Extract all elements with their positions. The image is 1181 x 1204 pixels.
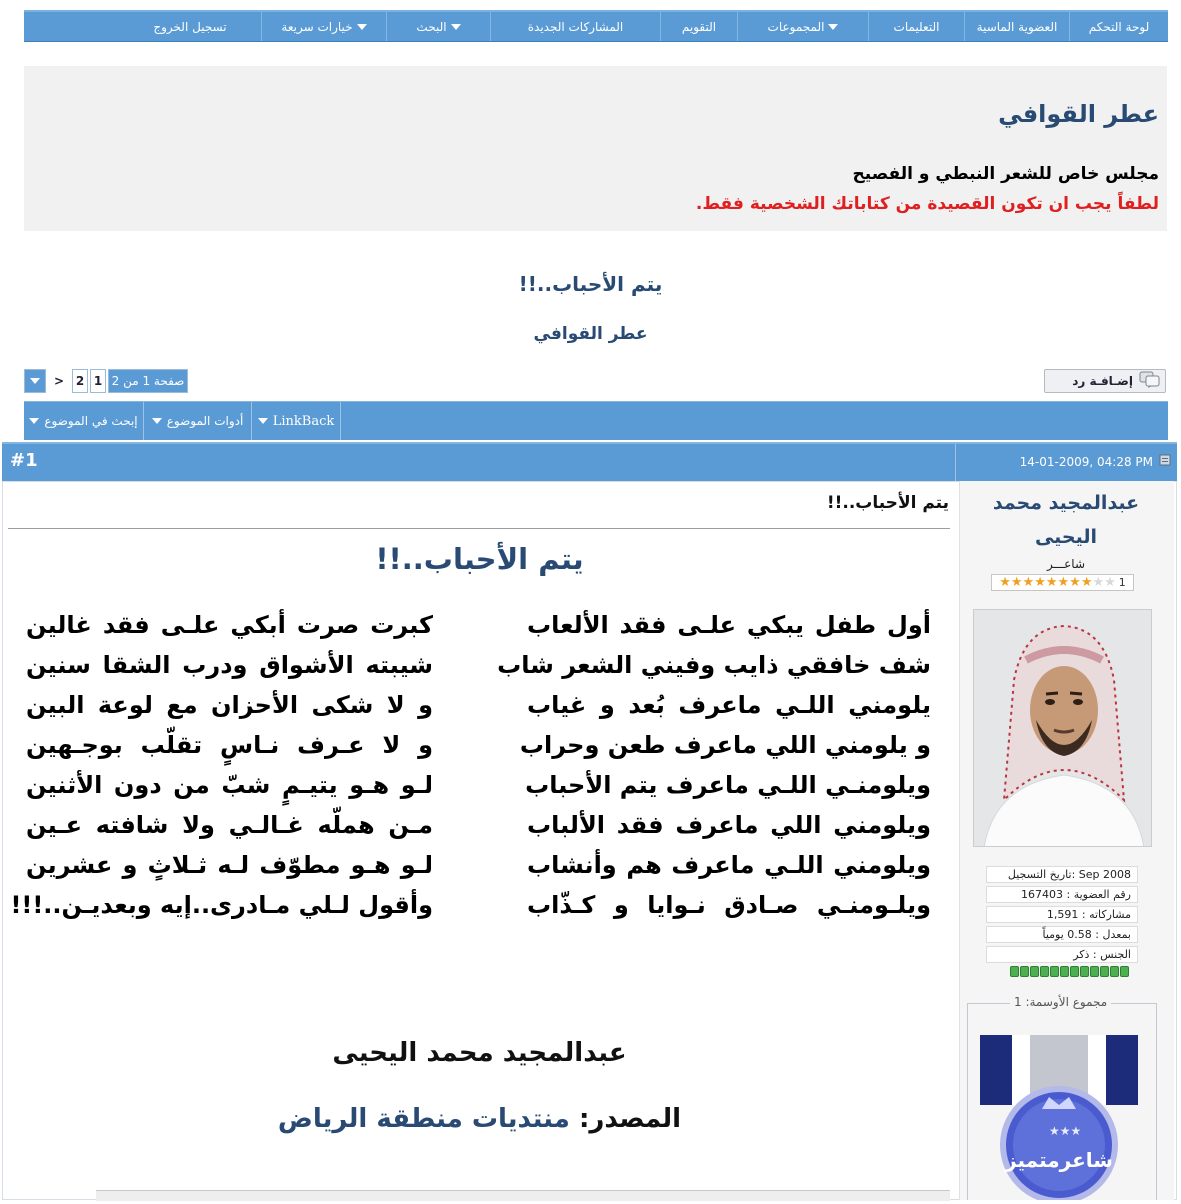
reply-label: إضـافـة رد: [1072, 374, 1133, 388]
svg-text:★★★: ★★★: [1049, 1124, 1082, 1138]
star-filled-icon: ★: [1045, 575, 1058, 590]
rank-stars: [999, 575, 1116, 590]
reputation-pip: [1070, 966, 1079, 977]
header-divider: [955, 444, 956, 481]
signature-divider: [96, 1190, 950, 1201]
poet-signature: عبدالمجيد محمد اليحيى: [332, 1038, 627, 1068]
medal-text: شاعرمتميز: [1005, 1148, 1113, 1172]
pagination: [24, 369, 188, 393]
tool-label: أدوات الموضوع: [166, 414, 244, 428]
poem-verse: و لا شكى الأحزان مع لوعة البين: [26, 691, 433, 719]
forum-description: مجلس خاص للشعر النبطي و الفصيح: [852, 164, 1159, 184]
thread-tools-bar: [24, 401, 1168, 440]
reputation-pip: [1050, 966, 1059, 977]
nav-label: المجموعات: [767, 19, 825, 34]
page-current: [90, 369, 106, 393]
poem-verse: ويلومني اللي ماعرف فقد الألباب: [527, 811, 931, 839]
chevron-down-icon: [30, 378, 40, 384]
user-title: شاعـــر: [1046, 557, 1086, 571]
poem-verse: شيبته الأشواق ودرب الشقا سنين: [26, 651, 433, 679]
forum-rules-note: لطفاً يجب ان تكون القصيدة من كتاباتك الشخصية فقط.: [695, 194, 1159, 214]
medal-badge[interactable]: [976, 1035, 1142, 1204]
poem-verse: مـن هملّه غـالـي ولا شافته عـين: [26, 811, 433, 839]
post-icon: [1159, 454, 1171, 469]
page-next[interactable]: [48, 369, 70, 393]
gender: الجنس : ذكر: [986, 946, 1138, 963]
nav-diamond-membership[interactable]: [964, 12, 1069, 41]
source-line: [0, 1104, 959, 1134]
page-label: صفحة 1 من 2: [111, 374, 185, 388]
post-date: [1020, 454, 1171, 469]
post-reply-button[interactable]: [1044, 369, 1166, 393]
poem-verse: ويلومنـي اللـي ماعرف يتم الأحباب: [525, 771, 931, 799]
chevron-down-icon: [258, 418, 268, 424]
star-filled-icon: ★: [999, 575, 1011, 590]
forum-title[interactable]: عطر القوافي: [998, 100, 1159, 128]
nav-label: التقويم: [681, 19, 717, 34]
nav-search[interactable]: [386, 12, 490, 41]
star-filled-icon: ★: [1057, 575, 1070, 590]
reputation-pip: [1020, 966, 1029, 977]
post-count: مشاركاته : 1,591: [986, 906, 1138, 923]
divider: [8, 528, 950, 529]
username[interactable]: عبدالمجيد محمد اليحيى: [992, 492, 1140, 548]
nav-label: التعليمات: [893, 19, 940, 34]
reputation-pip: [1060, 966, 1069, 977]
page-count-label: [108, 369, 188, 393]
poem-verse: لـو هـو يتيـمٍ شبّ من دون الأثنين: [26, 771, 433, 799]
thread-title[interactable]: يتم الأحباب..!!: [518, 272, 663, 296]
thread-tools-menu[interactable]: [144, 402, 252, 440]
chevron-down-icon: [29, 418, 39, 424]
reputation-bar: [1010, 966, 1129, 977]
poem-verse: يلومني اللـي ماعرف بُعد و غياب: [527, 691, 931, 719]
poem-title: يتم الأحباب..!!: [375, 542, 584, 576]
nav-label: تسجيل الخروج: [153, 19, 227, 34]
page-jump-dropdown[interactable]: [24, 369, 46, 393]
reputation-pip: [1090, 966, 1099, 977]
poem-verse: وأقول لـلي مـادرى..إيه وبعديـن..!!!: [10, 891, 433, 919]
post-header: [2, 442, 1177, 481]
page-2-link[interactable]: [72, 369, 88, 393]
page-number: 2: [75, 374, 85, 388]
user-rank-stars: [991, 574, 1134, 591]
star-filled-icon: ★: [1010, 575, 1023, 590]
parent-forum-link[interactable]: عطر القوافي: [533, 324, 648, 344]
star-filled-icon: ★: [1034, 575, 1046, 590]
poem-verse: و يلومني اللي ماعرف طعن وحراب: [519, 731, 931, 759]
source-link[interactable]: منتديات منطقة الرياض: [277, 1104, 570, 1134]
post-number[interactable]: #1: [10, 450, 38, 471]
reputation-pip: [1080, 966, 1089, 977]
join-date: تاريخ التسجيل: Sep 2008: [986, 866, 1138, 883]
reputation-pip: [1100, 966, 1109, 977]
star-filled-icon: ★: [1080, 575, 1093, 590]
nav-label: لوحة التحكم: [1088, 19, 1150, 34]
user-avatar[interactable]: [973, 609, 1152, 847]
linkback-menu[interactable]: [252, 402, 341, 440]
star-empty-icon: ★: [1104, 575, 1116, 590]
nav-user-cp[interactable]: [1069, 12, 1168, 41]
nav-label: العضوية الماسية: [976, 19, 1058, 34]
chevron-down-icon: [357, 24, 367, 30]
nav-groups[interactable]: [737, 12, 868, 41]
reputation-pip: [1120, 966, 1129, 977]
poem-column-right: [497, 605, 931, 925]
member-id: رقم العضوية : 167403: [986, 886, 1138, 903]
star-empty-icon: ★: [1092, 575, 1105, 590]
reputation-pip: [1030, 966, 1039, 977]
nav-logout[interactable]: [119, 12, 261, 41]
nav-label: المشاركات الجديدة: [527, 19, 624, 34]
poem-column-left: [10, 605, 433, 925]
next-arrow-icon: >: [53, 374, 65, 388]
reputation-pip: [1110, 966, 1119, 977]
nav-quick-links[interactable]: [261, 12, 386, 41]
poem-verse: ويلـومنـي صـادق نـوايا و كـذّاب: [527, 891, 931, 919]
source-label: المصدر:: [578, 1104, 682, 1134]
search-thread-menu[interactable]: [24, 402, 144, 440]
nav-calendar[interactable]: [660, 12, 737, 41]
top-navbar: [24, 10, 1168, 42]
poem-verse: شف خافقي ذايب وفيني الشعر شاب: [497, 651, 931, 679]
rank-level: 1: [1118, 576, 1126, 589]
tool-label: إبحث في الموضوع: [44, 414, 138, 428]
nav-new-posts[interactable]: [490, 12, 660, 41]
medals-count: مجموع الأوسمة: 1: [1010, 995, 1111, 1009]
star-filled-icon: ★: [1022, 575, 1035, 590]
page-number: 1: [93, 374, 103, 388]
nav-faq[interactable]: [868, 12, 964, 41]
poem-verse: لـو هـو مطوّف لـه ثـلاثٍ و عشرين: [26, 851, 433, 879]
tool-label: LinkBack: [272, 413, 335, 429]
poem-verse: ويلومني اللـي ماعرف هم وأنشاب: [527, 851, 931, 879]
star-filled-icon: ★: [1069, 575, 1081, 590]
nav-label: خيارات سريعة: [281, 19, 353, 34]
post-subject: يتم الأحباب..!!: [826, 493, 949, 513]
reputation-pip: [1040, 966, 1049, 977]
chevron-down-icon: [828, 24, 838, 30]
nav-label: البحث: [416, 19, 447, 34]
posts-per-day: بمعدل : 0.58 يومياً: [986, 926, 1138, 943]
reputation-pip: [1010, 966, 1019, 977]
poem-verse: كبرت صرت أبكي علـى فقد غالين: [26, 611, 433, 639]
chevron-down-icon: [152, 418, 162, 424]
forum-info-box: [24, 66, 1167, 231]
reply-icon: [1139, 370, 1161, 392]
post-date-text: 14-01-2009, 04:28 PM: [1019, 454, 1153, 469]
chevron-down-icon: [451, 24, 461, 30]
poem-verse: أول طفل يبكي علـى فقد الألعاب: [527, 611, 931, 639]
poem-verse: و لا عـرف نـاسٍ تقلّب بوجـهين: [26, 731, 433, 759]
